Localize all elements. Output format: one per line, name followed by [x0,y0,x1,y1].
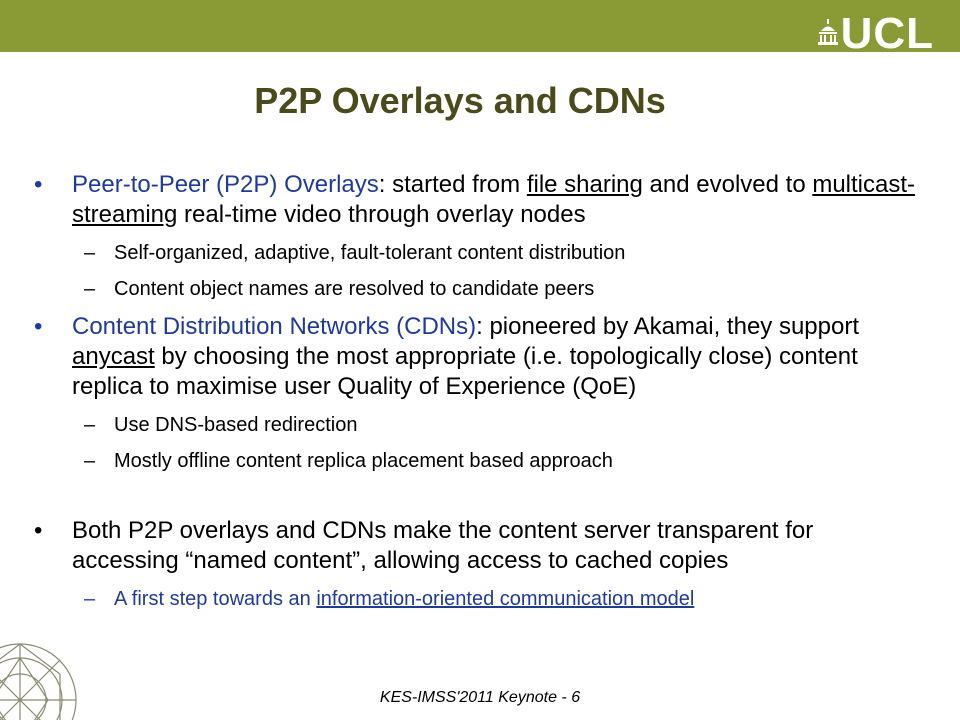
sub-dash: – [84,450,96,472]
sub-dash: – [84,414,96,436]
slide-title: P2P Overlays and CDNs [254,80,666,121]
term-cdn: Content Distribution Networks (CDNs) [72,313,477,340]
sub-bullet-first-step: – A first step towards an information-oriented communication model [84,588,695,610]
slide-content [34,170,924,612]
spacer [34,474,924,516]
bullet-dot: • [34,517,43,544]
term-file-sharing: file sharing [526,171,643,198]
bullet-dot: • [34,171,43,198]
term-p2p: Peer-to-Peer (P2P) Overlays [72,171,379,198]
sub-dash: – [84,242,96,264]
ucl-logo [817,4,934,56]
sub-dash: – [84,278,96,300]
sub-bullet: – Mostly offline content replica placement based approach [84,450,613,472]
slide-footer: KES-IMSS'2011 Keynote - 6 [379,689,581,706]
portico-dome-icon [817,19,839,45]
term-anycast: anycast [72,343,155,370]
sub-bullet: – Content object names are resolved to candidate peers [84,278,595,300]
term-multicast-streaming: multicast-streaming [72,171,916,228]
bullet-summary: • Both P2P overlays and CDNs make the content server transparent for accessing “named content”, allowing access to cached copies [34,517,814,574]
sub-dash: – [84,588,96,610]
bullet-p2p: • Peer-to-Peer (P2P) Overlays: started from file sharing and evolved to multicast-streaming real-time video through overlay nodes [34,171,916,228]
sub-bullet: – Use DNS-based redirection [84,414,358,436]
geodesic-globe-icon [0,640,80,720]
sub-bullet: – Self-organized, adaptive, fault-tolerant content distribution [84,242,626,264]
bullet-cdn: • Content Distribution Networks (CDNs): pioneered by Akamai, they support anycast by choosing the most appropriate (i.e. topologically close) content replica to maximise user Quality of Experience (QoE) [34,313,860,400]
logo-text: UCL [840,9,934,58]
bullet-dot: • [34,313,43,340]
info-oriented-model-link[interactable]: information-oriented communication model [316,588,695,610]
